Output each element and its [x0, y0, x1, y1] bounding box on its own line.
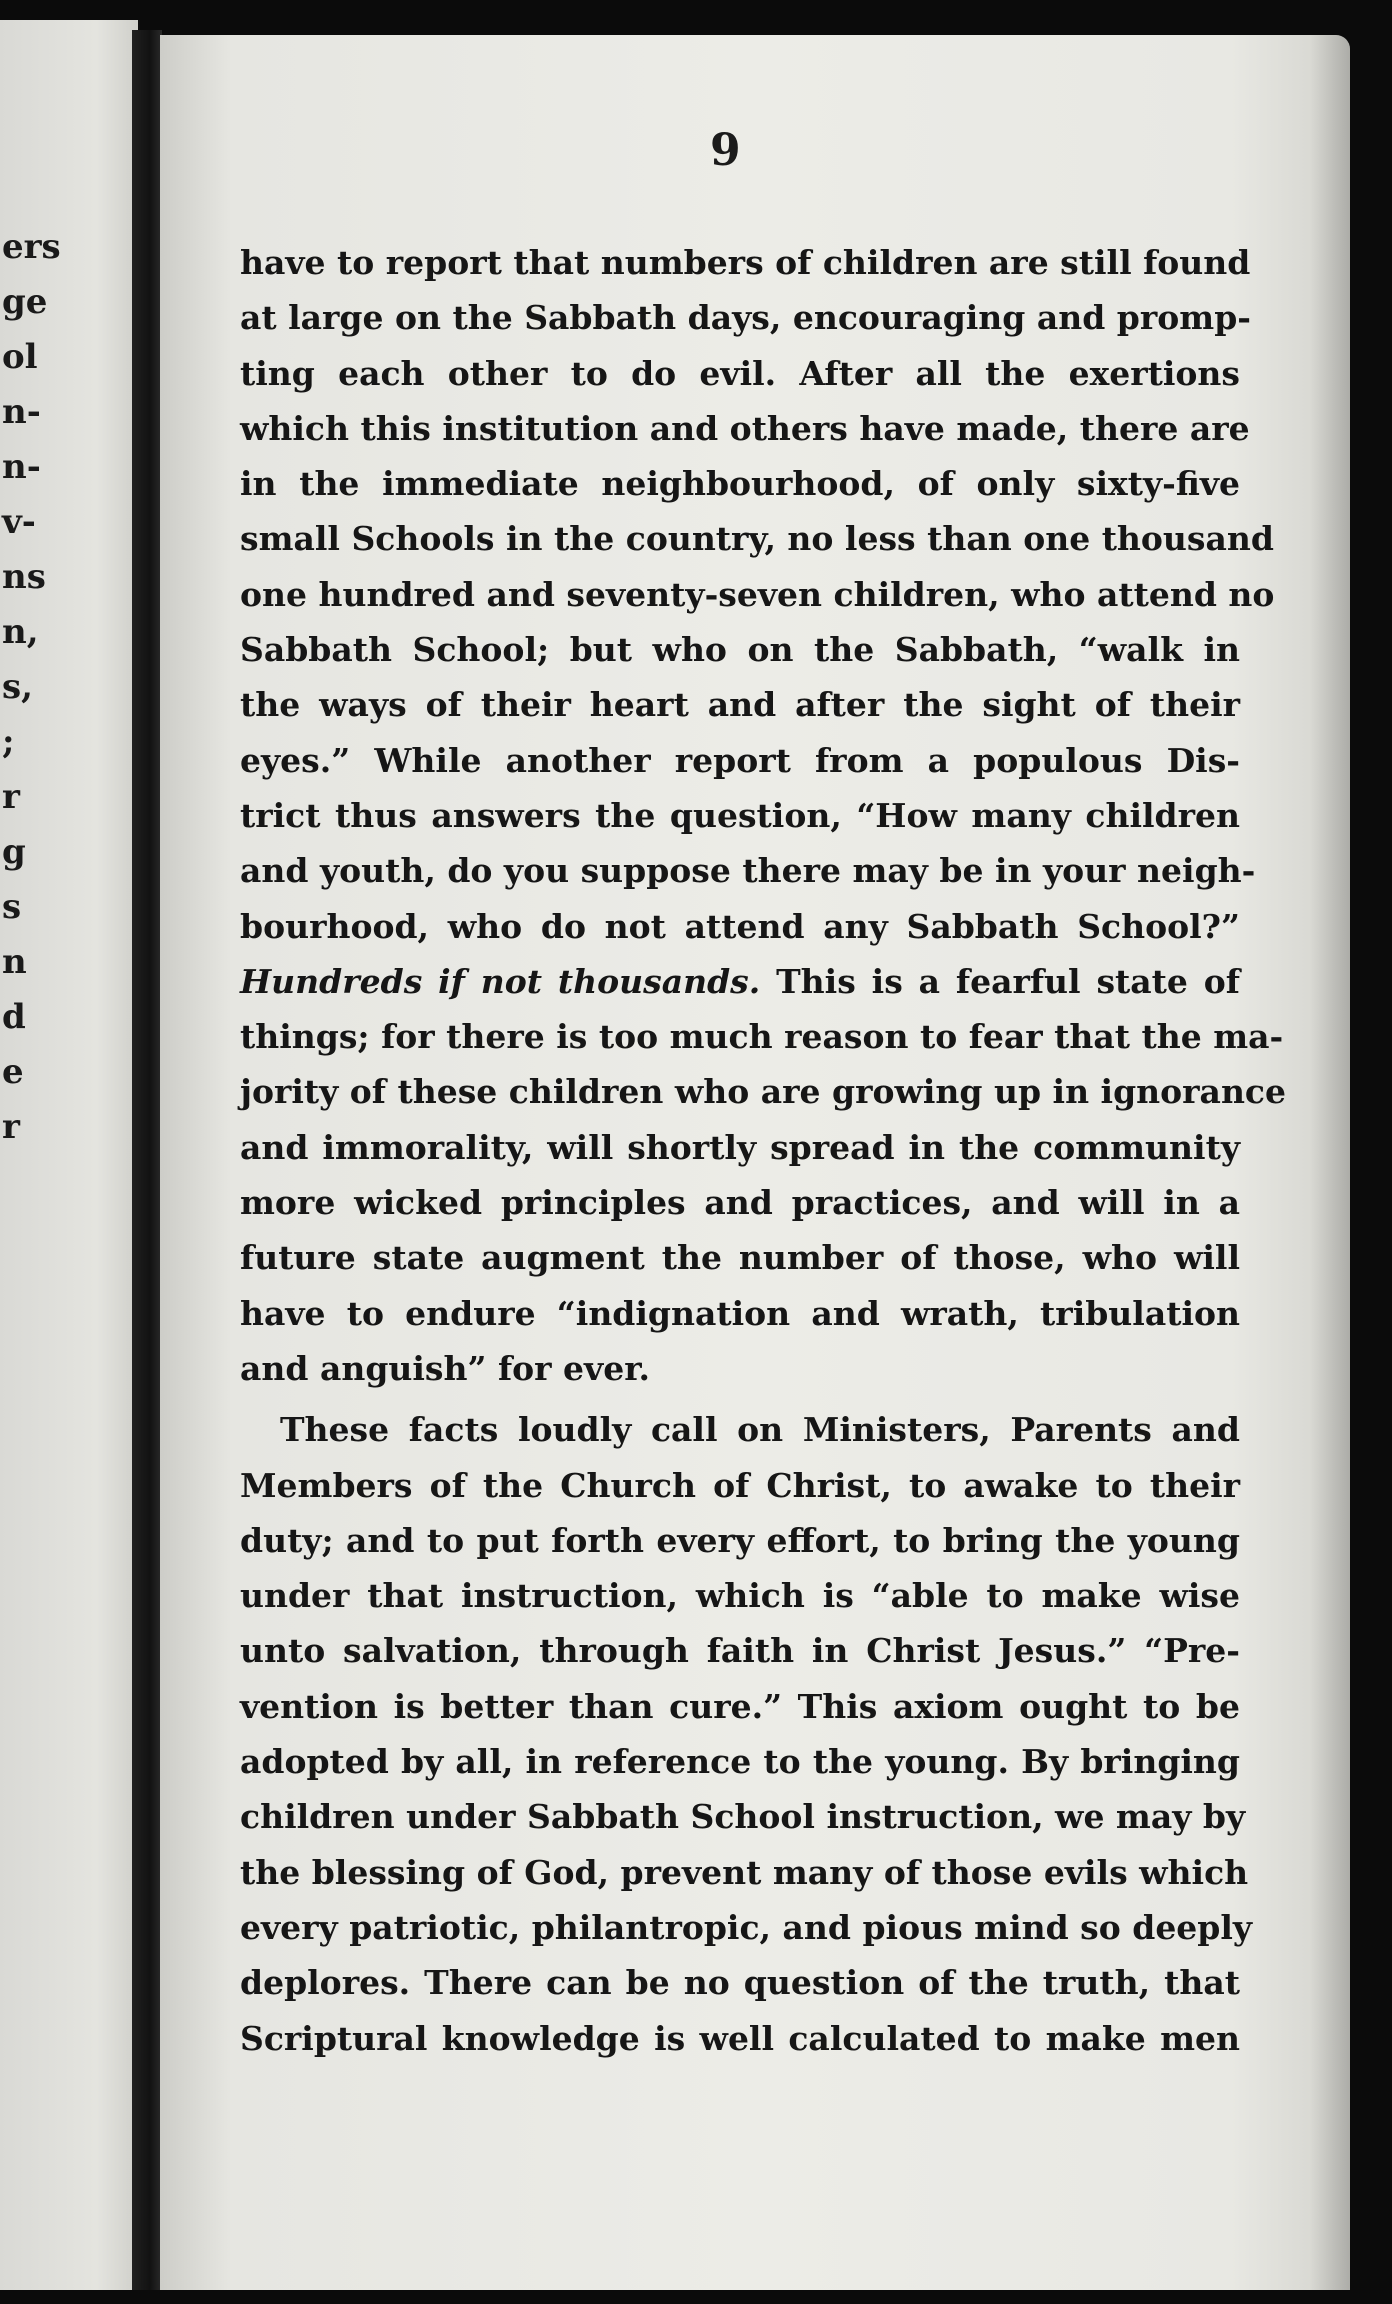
left-fragment: ers [2, 227, 61, 267]
left-fragment: g [2, 832, 26, 872]
text-line: vention is better than cure.” This axiom ought to be [240, 1686, 1240, 1726]
text-line: ting each other to do evil. After all the exertions [240, 353, 1240, 393]
left-fragment: v- [2, 502, 36, 542]
left-page-fragments [2, 220, 132, 1155]
text-line: the blessing of God, prevent many of those evils which [240, 1852, 1249, 1892]
text-line: have to endure “indignation and wrath, tribulation [240, 1293, 1240, 1333]
italic-phrase: Hundreds if not thousands. [240, 961, 761, 1001]
text-line: adopted by all, in reference to the young. By bringing [240, 1742, 1240, 1782]
text-line: These facts loudly call on Ministers, Parents and [280, 1410, 1240, 1450]
body-text [240, 235, 1287, 2066]
text-line: every patriotic, philantropic, and pious mind so deeply [240, 1907, 1253, 1947]
text-line: Members of the Church of Christ, to awake to their [240, 1465, 1240, 1505]
left-fragment: s [2, 887, 22, 927]
text-line: one hundred and seventy-seven children, who attend no [240, 574, 1275, 614]
text-line: things; for there is too much reason to fear that the ma- [240, 1017, 1284, 1057]
text-line: trict thus answers the question, “How many children [240, 795, 1240, 835]
text-line: small Schools in the country, no less than one thousand [240, 519, 1274, 559]
text-line: and immorality, will shortly spread in the community [240, 1127, 1240, 1167]
text-line: more wicked principles and practices, and will in a [240, 1183, 1240, 1223]
text-line: have to report that numbers of children are still found [240, 243, 1251, 282]
left-fragment: n [2, 942, 27, 982]
text-line: jority of these children who are growing up in ignorance [240, 1072, 1287, 1112]
text-line: children under Sabbath School instruction, we may by [240, 1797, 1246, 1837]
text-line: unto salvation, through faith in Christ Jesus.” “Pre- [240, 1631, 1240, 1671]
left-fragment: n- [2, 447, 41, 487]
left-fragment: s, [2, 667, 33, 707]
right-page [160, 35, 1350, 2290]
book-gutter [132, 30, 162, 2290]
left-page-edge [0, 20, 138, 2290]
left-fragment: ; [2, 722, 15, 762]
line-continuation: This is a fearful state of [760, 961, 1240, 1001]
text-line: duty; and to put forth every effort, to bring the young [240, 1520, 1240, 1560]
left-fragment: n- [2, 392, 41, 432]
text-line: and youth, do you suppose there may be in your neigh- [240, 851, 1256, 891]
text-line [240, 954, 1240, 1009]
text-line: the ways of their heart and after the sight of their [240, 685, 1240, 725]
left-fragment: n, [2, 612, 39, 652]
left-fragment: r [2, 777, 20, 817]
text-line: under that instruction, which is “able to make wise [240, 1576, 1240, 1616]
text-line: Sabbath School; but who on the Sabbath, “walk in [240, 630, 1240, 670]
text-line: deplores. There can be no question of the truth, that [240, 1963, 1240, 2003]
left-fragment: ol [2, 337, 38, 377]
text-line: Scriptural knowledge is well calculated to make men [240, 2018, 1240, 2058]
left-fragment: r [2, 1107, 20, 1147]
left-fragment: d [2, 997, 26, 1037]
text-line: in the immediate neighbourhood, of only sixty-five [240, 464, 1240, 504]
text-line: bourhood, who do not attend any Sabbath School?” [240, 906, 1240, 946]
left-fragment: e [2, 1052, 24, 1092]
text-line: future state augment the number of those, who will [240, 1238, 1240, 1278]
text-line: which this institution and others have made, there are [240, 408, 1250, 448]
page-number: 9 [710, 125, 741, 176]
left-fragment: ge [2, 282, 48, 322]
text-line: eyes.” While another report from a populous Dis- [240, 740, 1240, 780]
text-line: and anguish” for ever. [240, 1348, 651, 1388]
left-fragment: ns [2, 557, 46, 597]
text-line: at large on the Sabbath days, encouraging and promp- [240, 298, 1251, 338]
